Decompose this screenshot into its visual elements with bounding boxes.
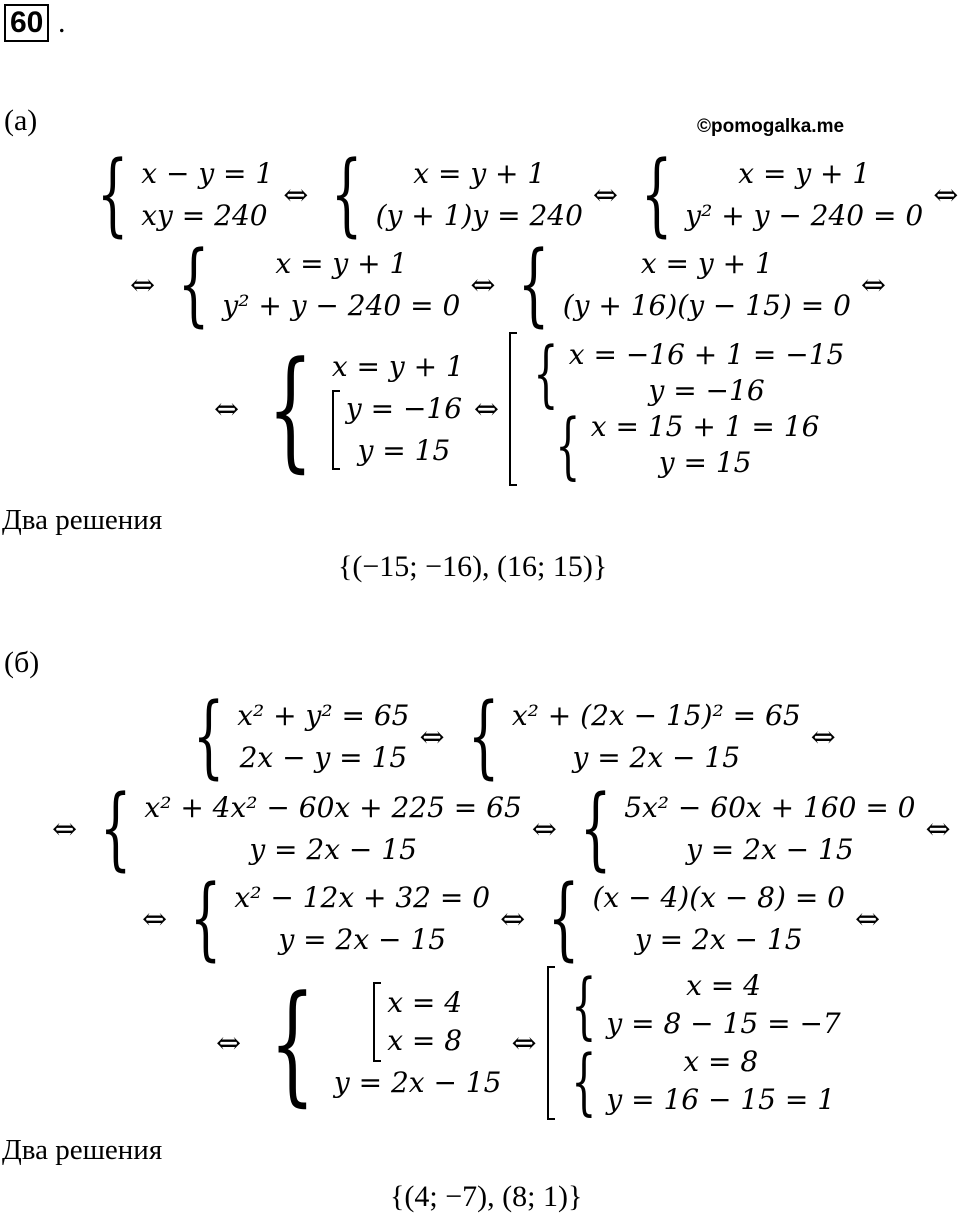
equation: x − y = 1 [141,157,274,190]
system: { x² + y² = 65 2x − y = 15 [192,684,410,789]
case-set [332,388,464,472]
system: { x² + (2x − 15)² = 65 y = 2x − 15 [467,684,801,789]
equation: x = y + 1 [640,247,773,280]
equivalence-symbol: ⇔ [511,1025,537,1061]
equation: (y + 16)(y − 15) = 0 [562,289,851,322]
equation: x = y + 1 [413,157,546,190]
equation: y = 2x − 15 [572,741,741,774]
equation: x = 4 [686,969,761,1002]
part-a-conclusion: Два решения [2,504,163,536]
equation: x = y + 1 [275,247,408,280]
equivalence-symbol: ⇔ [142,901,168,937]
part-a-answer: {(−15; −16), (16; 15)} [338,550,608,583]
equation: (x − 4)(x − 8) = 0 [592,881,845,914]
equation: y = 2x − 15 [634,923,803,956]
equation: x = −16 + 1 = −15 [568,338,845,371]
system: { x = y + 1 y = −16 y = 15 [267,333,464,485]
part-a-line-1 [84,142,960,247]
equation: x = 8 [683,1045,759,1078]
equivalence-symbol: ⇔ [860,267,887,303]
equivalence-symbol: ⇔ [214,391,240,427]
system: { x = 4 y = 8 − 15 = −7 [570,963,841,1047]
case-set [334,982,502,1062]
part-b-conclusion: Два решения [2,1134,163,1166]
system: { x² + 4x² − 60x + 225 = 65 y = 2x − 15 [100,776,522,881]
part-a-line-2 [120,232,896,337]
equation: y² + y − 240 = 0 [685,199,924,232]
equation: y = −16 [648,374,765,407]
system: { x = 4 x = 8 y = 2x − 15 [269,967,502,1119]
part-b-line-2 [42,776,960,881]
equivalence-symbol: ⇔ [470,267,496,303]
part-b-line-4 [206,963,841,1123]
equivalence-symbol: ⇔ [216,1025,242,1061]
solution-set [509,332,844,486]
equation: x = 4 [387,986,463,1019]
equivalence-symbol: ⇔ [130,267,156,303]
equivalence-symbol: ⇔ [925,811,951,847]
system: { x = y + 1 (y + 16)(y − 15) = 0 [518,232,851,337]
equivalence-symbol: ⇔ [419,719,445,755]
equation: y = 8 − 15 = −7 [606,1007,841,1040]
equivalence-symbol: ⇔ [52,811,78,847]
equation: x = 8 [387,1024,463,1057]
system: { 5x² − 60x + 160 = 0 y = 2x − 15 [579,776,916,881]
equation: y = 15 [658,446,752,479]
equation: x = y + 1 [738,157,871,190]
system: { x = 15 + 1 = 16 y = 15 [555,403,820,487]
equivalence-symbol: ⇔ [473,391,499,427]
system: { x = 8 y = 16 − 15 = 1 [570,1039,836,1123]
equivalence-symbol: ⇔ [500,901,526,937]
equivalence-symbol: ⇔ [810,719,836,755]
part-a-line-3 [204,332,844,486]
equation: y = 2x − 15 [249,833,417,866]
equation: y² + y − 240 = 0 [222,289,461,322]
equivalence-symbol: ⇔ [855,901,881,937]
equation: x² + y² = 65 [237,699,410,732]
equation: y = 15 [357,434,451,467]
part-b-line-1 [180,684,846,789]
system: { x − y = 1 xy = 240 [96,142,274,247]
part-b-answer: {(4; −7), (8; 1)} [390,1180,583,1213]
system: { x = y + 1 (y + 1)y = 240 [331,142,583,247]
equivalence-symbol: ⇔ [283,177,309,213]
equation: y = 2x − 15 [686,833,854,866]
equation: x² + 4x² − 60x + 225 = 65 [144,791,522,824]
problem-number: 60 [4,4,49,42]
equivalence-symbol: ⇔ [592,177,619,213]
watermark: ©pomogalka.me [697,116,845,137]
equation: y = −16 [345,392,463,425]
equation: xy = 240 [141,199,268,232]
equation: (y + 1)y = 240 [375,199,583,232]
system: { x = y + 1 y² + y − 240 = 0 [640,142,924,247]
equation: y = 16 − 15 = 1 [606,1083,836,1116]
part-a-label: (а) [4,104,38,137]
equation: 2x − y = 15 [239,741,408,774]
part-b-line-3 [132,866,890,971]
equation: y = 2x − 15 [278,923,447,956]
system: { (x − 4)(x − 8) = 0 y = 2x − 15 [548,866,845,971]
equation: y = 2x − 15 [333,1066,502,1099]
equation: x² + (2x − 15)² = 65 [511,699,801,732]
solution-set [547,963,841,1123]
system: { x² − 12x + 32 = 0 y = 2x − 15 [190,866,491,971]
equation: x = 15 + 1 = 16 [590,410,820,443]
equivalence-symbol: ⇔ [531,811,557,847]
problem-number-dot: . [58,6,66,39]
equivalence-symbol: ⇔ [933,177,959,213]
system: { x = −16 + 1 = −15 y = −16 [533,331,845,415]
equation: x = y + 1 [331,350,464,383]
equation: x² − 12x + 32 = 0 [234,881,491,914]
system: { x = y + 1 y² + y − 240 = 0 [178,232,461,337]
part-b-label: (б) [4,646,40,679]
equation: 5x² − 60x + 160 = 0 [624,791,916,824]
